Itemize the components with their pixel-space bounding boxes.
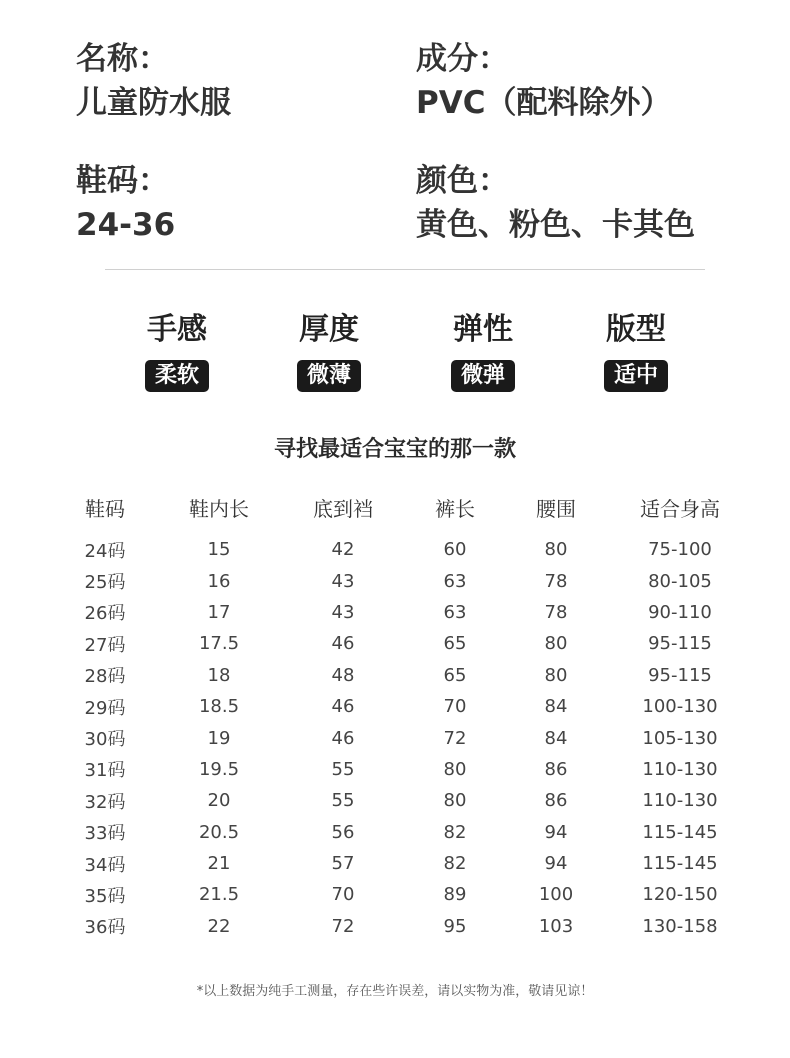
cell-waist: 80: [544, 539, 568, 561]
cell-insole-length: 21.5: [198, 884, 240, 906]
table-row: [45, 565, 745, 596]
material-label: 成分：: [416, 41, 509, 77]
cell-shoe-size: 27码: [84, 634, 126, 656]
cell-shoe-size: 32码: [84, 791, 126, 813]
attribute-badge: 微弹: [451, 360, 515, 392]
cell-crotch-depth: 48: [331, 664, 355, 686]
cell-pants-length: 80: [443, 758, 467, 780]
column-header-crotch-depth: 底到裆: [313, 496, 373, 521]
cell-shoe-size: 31码: [84, 760, 126, 782]
size-range-block: [76, 159, 175, 247]
cell-insole-length: 19.5: [198, 758, 240, 780]
cell-pants-length: 89: [443, 884, 467, 906]
table-row: [45, 754, 745, 785]
product-name-label: 名称：: [76, 41, 169, 77]
size-chart-body: [45, 534, 745, 942]
cell-insole-length: 21: [207, 853, 231, 875]
cell-waist: 84: [544, 727, 568, 749]
attribute-title: 厚度: [299, 312, 359, 347]
cell-shoe-size: 30码: [84, 729, 126, 751]
cell-waist: 94: [544, 821, 568, 843]
cell-shoe-size: 28码: [84, 666, 126, 688]
color-block: [416, 159, 695, 247]
size-range-label: 鞋码：: [76, 163, 169, 199]
color-label: 颜色：: [416, 163, 509, 199]
size-chart-table: [45, 488, 745, 942]
cell-crotch-depth: 43: [331, 601, 355, 623]
cell-height: 100-130: [642, 696, 718, 718]
color-value: 黄色、粉色、卡其色: [416, 207, 695, 243]
measurement-disclaimer: *以上数据为纯手工测量，存在些许误差，请以实物为准，敬请见谅！: [196, 984, 594, 999]
cell-pants-length: 82: [443, 853, 467, 875]
cell-pants-length: 95: [443, 915, 467, 937]
cell-waist: 80: [544, 664, 568, 686]
table-row: [45, 534, 745, 565]
cell-crotch-depth: 70: [331, 884, 355, 906]
cell-insole-length: 16: [207, 570, 231, 592]
cell-pants-length: 82: [443, 821, 467, 843]
cell-insole-length: 15: [207, 539, 231, 561]
cell-shoe-size: 34码: [84, 854, 126, 876]
cell-insole-length: 20.5: [198, 821, 240, 843]
column-header-height: 适合身高: [640, 496, 720, 521]
cell-shoe-size: 25码: [84, 572, 126, 594]
size-chart-subtitle: 寻找最适合宝宝的那一款: [273, 437, 516, 462]
cell-crotch-depth: 55: [331, 790, 355, 812]
cell-shoe-size: 36码: [84, 917, 126, 939]
table-row: [45, 817, 745, 848]
cell-height: 80-105: [648, 570, 712, 592]
section-divider: [105, 269, 705, 270]
cell-height: 75-100: [648, 539, 712, 561]
product-name-value: 儿童防水服: [76, 85, 231, 121]
table-row: [45, 879, 745, 910]
attributes-row: [0, 308, 790, 398]
cell-crotch-depth: 43: [331, 570, 355, 592]
cell-shoe-size: 26码: [84, 603, 126, 625]
table-header-row: [45, 488, 745, 534]
cell-pants-length: 80: [443, 790, 467, 812]
attribute-badge: 柔软: [145, 360, 209, 392]
cell-insole-length: 20: [207, 790, 231, 812]
table-row: [45, 597, 745, 628]
column-header-waist: 腰围: [536, 496, 576, 521]
cell-height: 120-150: [642, 884, 718, 906]
attribute-badge: 适中: [604, 360, 668, 392]
cell-pants-length: 63: [443, 570, 467, 592]
column-header-shoe-size: 鞋码: [85, 496, 125, 521]
cell-shoe-size: 33码: [84, 823, 126, 845]
cell-height: 95-115: [648, 664, 712, 686]
cell-crotch-depth: 72: [331, 915, 355, 937]
cell-height: 115-145: [642, 853, 718, 875]
cell-height: 130-158: [642, 915, 718, 937]
material-value: PVC（配料除外）: [416, 85, 672, 121]
cell-waist: 100: [538, 884, 574, 906]
cell-insole-length: 18: [207, 664, 231, 686]
cell-height: 110-130: [642, 790, 718, 812]
cell-shoe-size: 24码: [84, 540, 126, 562]
attribute-thickness: [264, 308, 394, 392]
table-row: [45, 628, 745, 659]
cell-height: 115-145: [642, 821, 718, 843]
attribute-badge: 微薄: [297, 360, 361, 392]
cell-waist: 78: [544, 570, 568, 592]
attribute-elasticity: [418, 308, 548, 392]
cell-crotch-depth: 46: [331, 633, 355, 655]
cell-waist: 103: [538, 915, 574, 937]
cell-crotch-depth: 42: [331, 539, 355, 561]
attribute-fit: [571, 308, 701, 392]
table-row: [45, 660, 745, 691]
table-row: [45, 911, 745, 942]
cell-waist: 80: [544, 633, 568, 655]
attribute-feel: [112, 308, 242, 392]
column-header-pants-length: 裤长: [435, 496, 475, 521]
cell-height: 110-130: [642, 758, 718, 780]
cell-waist: 94: [544, 853, 568, 875]
cell-pants-length: 63: [443, 601, 467, 623]
cell-waist: 86: [544, 758, 568, 780]
cell-crotch-depth: 55: [331, 758, 355, 780]
cell-pants-length: 72: [443, 727, 467, 749]
cell-height: 95-115: [648, 633, 712, 655]
cell-pants-length: 60: [443, 539, 467, 561]
cell-shoe-size: 29码: [84, 697, 126, 719]
table-row: [45, 691, 745, 722]
cell-insole-length: 18.5: [198, 696, 240, 718]
cell-insole-length: 19: [207, 727, 231, 749]
attribute-title: 手感: [147, 312, 207, 347]
cell-insole-length: 22: [207, 915, 231, 937]
cell-pants-length: 70: [443, 696, 467, 718]
size-range-value: 24-36: [76, 207, 176, 243]
cell-shoe-size: 35码: [84, 885, 126, 907]
table-row: [45, 785, 745, 816]
cell-insole-length: 17: [207, 601, 231, 623]
attribute-title: 弹性: [453, 312, 513, 347]
cell-pants-length: 65: [443, 664, 467, 686]
cell-waist: 84: [544, 696, 568, 718]
cell-pants-length: 65: [443, 633, 467, 655]
cell-height: 90-110: [648, 601, 712, 623]
cell-crotch-depth: 46: [331, 696, 355, 718]
material-block: [416, 37, 671, 125]
cell-insole-length: 17.5: [198, 633, 240, 655]
table-row: [45, 722, 745, 753]
table-row: [45, 848, 745, 879]
cell-crotch-depth: 56: [331, 821, 355, 843]
product-name-block: [76, 37, 231, 125]
cell-crotch-depth: 57: [331, 853, 355, 875]
column-header-insole-length: 鞋内长: [189, 496, 249, 521]
cell-waist: 86: [544, 790, 568, 812]
cell-waist: 78: [544, 601, 568, 623]
cell-height: 105-130: [642, 727, 718, 749]
cell-crotch-depth: 46: [331, 727, 355, 749]
attribute-title: 版型: [606, 312, 666, 347]
